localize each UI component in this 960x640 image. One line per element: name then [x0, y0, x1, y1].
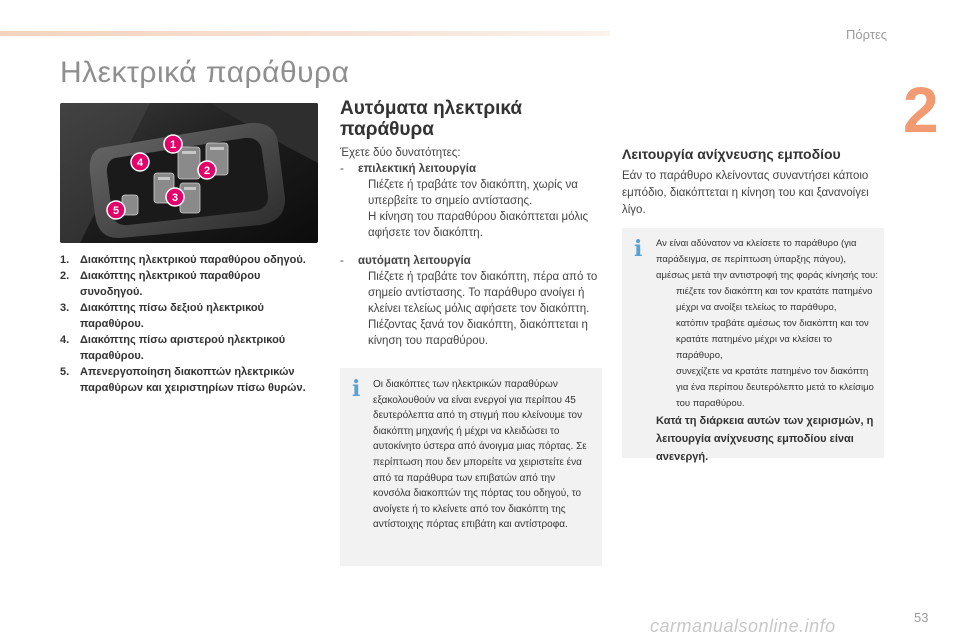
reinit-warning: Κατά τη διάρκεια αυτών των χειρισμών, η λειτουργία ανίχνευσης εμποδίου είναι ανενεργή. [656, 415, 874, 463]
badge-1 [164, 135, 182, 153]
svg-text:2: 2 [203, 165, 211, 177]
automatic-step-2: Πιέζοντας ξανά τον διακόπτη, διακόπτεται η κίνηση του παραθύρου. [368, 319, 588, 347]
watermark: carmanualsonline.info [650, 616, 836, 636]
legend-item: 3. Διακόπτης πίσω δεξιού ηλεκτρικού παραθύρου. [60, 302, 264, 330]
svg-text:4: 4 [136, 157, 144, 169]
info-timeout-text: Οι διακόπτες των ηλεκτρικών παραθύρων εξακολουθούν να είναι ενεργοί για περίπου 45 δευτερόλεπτα από τη στιγμή που κλείνουμε τον διακόπτη μηχανής ή μέχρι να κλειδώσει το αυτοκίνητο ύστερα από άνοιγμα μιας πόρτας. Σε περίπτωση που δεν μπορείτε να χειριστείτε ένα από τα παράθυρα των επιβατών από την κονσόλα διακοπτών της πόρτας του οδηγού, το ανοίγετε ή το κλείνετε από τον διακόπτη της αντίστοιχης πόρτας επιβάτη και αντίστροφα. [373, 379, 587, 531]
auto-windows-heading: Αυτόματα ηλεκτρικά παράθυρα [340, 98, 523, 140]
header-accent-bar [0, 31, 610, 36]
auto-intro: Έχετε δύο δυνατότητες: [340, 147, 461, 159]
info-icon: i [634, 236, 643, 262]
page-title: Ηλεκτρικά παράθυρα [60, 56, 350, 89]
manual-mode-label: - επιλεκτική λειτουργία [340, 163, 477, 175]
auto-windows-body [340, 145, 602, 349]
svg-text:3: 3 [171, 192, 179, 204]
switch-legend [60, 252, 320, 396]
antipinch-heading: Λειτουργία ανίχνευσης εμποδίου [622, 146, 841, 162]
section-title: Πόρτες [846, 27, 888, 42]
reinit-step-1: πιέζετε τον διακόπτη και τον κρατάτε πατημένο μέχρι να ανοίξει τελείως το παράθυρο, [676, 286, 873, 313]
badge-2 [198, 161, 216, 179]
legend-item: 5. Απενεργοποίηση διακοπτών ηλεκτρικών παραθύρων και χειριστηρίων πίσω θυρών. [60, 366, 306, 394]
antipinch-body: Εάν το παράθυρο κλείνοντας συναντήσει κάποιο εμπόδιο, διακόπτεται η κίνηση του και ξανανοίγει λίγο. [622, 170, 869, 216]
badge-3 [166, 188, 184, 206]
reinit-step-3: συνεχίζετε να κρατάτε πατημένο τον διακόπτη για ένα περίπου δευτερόλεπτο μετά το κλείσιμο του παραθύρου. [676, 366, 874, 409]
info-icon: i [352, 376, 361, 402]
chapter-number: 2 [903, 74, 939, 146]
legend-item: 2. Διακόπτης ηλεκτρικού παραθύρου συνοδηγού. [60, 270, 261, 298]
window-switch-panel-photo [60, 103, 318, 243]
reinit-step-2: κατόπιν τραβάτε αμέσως τον διακόπτη και τον κρατάτε πατημένο μέχρι να κλείσει το παράθυρο, [676, 318, 869, 361]
reinit-intro: Αν είναι αδύνατον να κλείσετε το παράθυρο (για παράδειγμα, σε περίπτωση ύπαρξης πάγου), αμέσως μετά την αντιστροφή της φοράς κίνησής του: [656, 238, 878, 281]
automatic-step-1: Πιέζετε ή τραβάτε τον διακόπτη, πέρα από το σημείο αντίστασης. Το παράθυρο ανοίγει ή κλείνει τελείως μόλις αφήσετε τον διακόπτη. [368, 271, 598, 315]
legend-item: 4. Διακόπτης πίσω αριστερού ηλεκτρικού παραθύρου. [60, 334, 286, 362]
svg-text:1: 1 [169, 139, 177, 151]
svg-text:5: 5 [112, 205, 120, 217]
badge-5 [107, 201, 125, 219]
page-number: 53 [914, 610, 929, 625]
legend-item: 1. Διακόπτης ηλεκτρικού παραθύρου οδηγού. [60, 254, 306, 266]
manual-step-1: Πιέζετε ή τραβάτε τον διακόπτη, χωρίς να υπερβείτε το σημείο αντίστασης. [368, 179, 578, 207]
badge-4 [131, 153, 149, 171]
info-box-antipinch-reinit [622, 228, 884, 463]
automatic-mode-label: - αυτόματη λειτουργία [340, 255, 471, 267]
info-box-timeout [340, 368, 602, 566]
manual-step-2: Η κίνηση του παραθύρου διακόπτεται μόλις αφήσετε τον διακόπτη. [368, 211, 589, 239]
